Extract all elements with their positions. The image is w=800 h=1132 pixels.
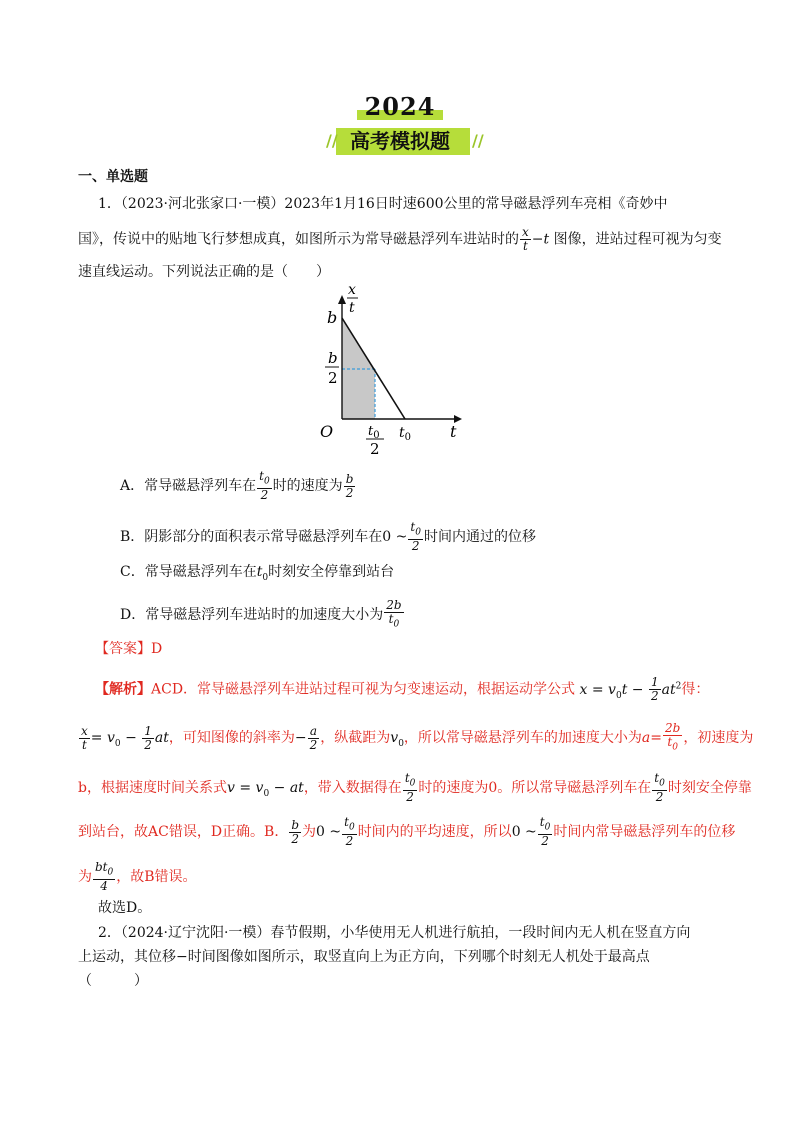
x-mid-label-den: 2: [370, 440, 380, 457]
q1-expl-line5: 为 $\frac{bt_0}{4}$ ，故B错误。: [78, 860, 197, 894]
header-title: 高考模拟题: [350, 129, 450, 153]
q1-option-d: D．常导磁悬浮列车进站时的加速度大小为 $\frac{2b}{t_0}$: [120, 598, 402, 630]
q1-conclusion: 故选D。: [98, 900, 152, 916]
y-axis-label-num: x: [348, 282, 356, 298]
q2-line2: 上运动，其位移−时间图像如图所示，取竖直向上为正方向，下列哪个时刻无人机处于最高点: [78, 949, 650, 965]
q2-line1: 2．（2024·辽宁沈阳·一模）春节假期，小华使用无人机进行航拍，一段时间内无人机在竖直方向: [98, 925, 691, 941]
q1-line2: 国》，传说中的贴地飞行梦想成真，如图所示为常导磁悬浮列车进站时的 $\frac{x}{t}$ −t 图像，进站过程可视为匀变: [78, 225, 722, 253]
q1-line1: 1．（2023·河北张家口·一模）2023年1月16日时速600公里的常导磁悬浮列车亮相《奇妙中: [98, 196, 668, 212]
section-title: 一、单选题: [78, 169, 148, 185]
q1-expl-line2: $\frac{x}{t}$ = $v_0$ − $\frac{1}{2}$ at，可知图像的斜率为− $\frac{a}{2}$ ，纵截距为$v_0$，所以常导磁悬浮列车的加速度大小为a= $\frac{2b}{t_0}$ ，初速度为: [81, 721, 754, 753]
q1-option-b: B．阴影部分的面积表示常导磁悬浮列车在0 ~ $\frac{t_0}{2}$ 时间内通过的位移: [120, 520, 536, 554]
q1-expl-line1: 【解析】ACD．常导磁悬浮列车进站过程可视为匀变速运动，根据运动学公式 $x = v_0t$ − $\frac{1}{2}$ $at^2$得：: [95, 675, 710, 704]
q1-option-a: A．常导磁悬浮列车在 $\frac{t_0}{2}$ 时的速度为 $\frac{b}{2}$: [120, 469, 354, 503]
q1-option-c: C．常导磁悬浮列车在$t_0$时刻安全停靠到站台: [120, 564, 395, 583]
y-mid-label-num: b: [328, 349, 338, 367]
slash-right-icon: //: [472, 131, 484, 150]
q1-line3: 速直线运动。下列说法正确的是（ ）: [78, 264, 330, 280]
origin-label: O: [320, 422, 334, 441]
header-year: 2024: [0, 92, 800, 121]
q1-answer: 【答案】D: [95, 641, 163, 657]
q1-expl-line4: 到站台，故AC错误，D正确。B． $\frac{b}{2}$ 为0 ~ $\frac{t_0}{2}$ 时间内的平均速度，所以0 ~ $\frac{t_0}{2}$ 时间内常导磁悬浮列车的位移: [78, 815, 736, 849]
y-top-label: b: [327, 308, 338, 327]
q2-line3: （ ）: [78, 973, 148, 989]
x-axis-label: t: [450, 422, 457, 441]
y-axis-label-den: t: [349, 300, 355, 316]
y-axis-arrow-icon: [338, 295, 346, 304]
y-mid-label-den: 2: [328, 369, 338, 387]
q1-expl-line3: b，根据速度时间关系式$v = v_0$ − at，带入数据得在 $\frac{t_0}{2}$ 时的速度为0。所以常导磁悬浮列车在 $\frac{t_0}{2}$ 时刻安全停靠: [78, 771, 752, 805]
slash-left-icon: //: [326, 131, 338, 150]
q1-vt-figure: [318, 282, 468, 457]
x-mid-label-num: $t_0$: [368, 424, 380, 441]
x-end-label: $t_0$: [399, 425, 412, 443]
